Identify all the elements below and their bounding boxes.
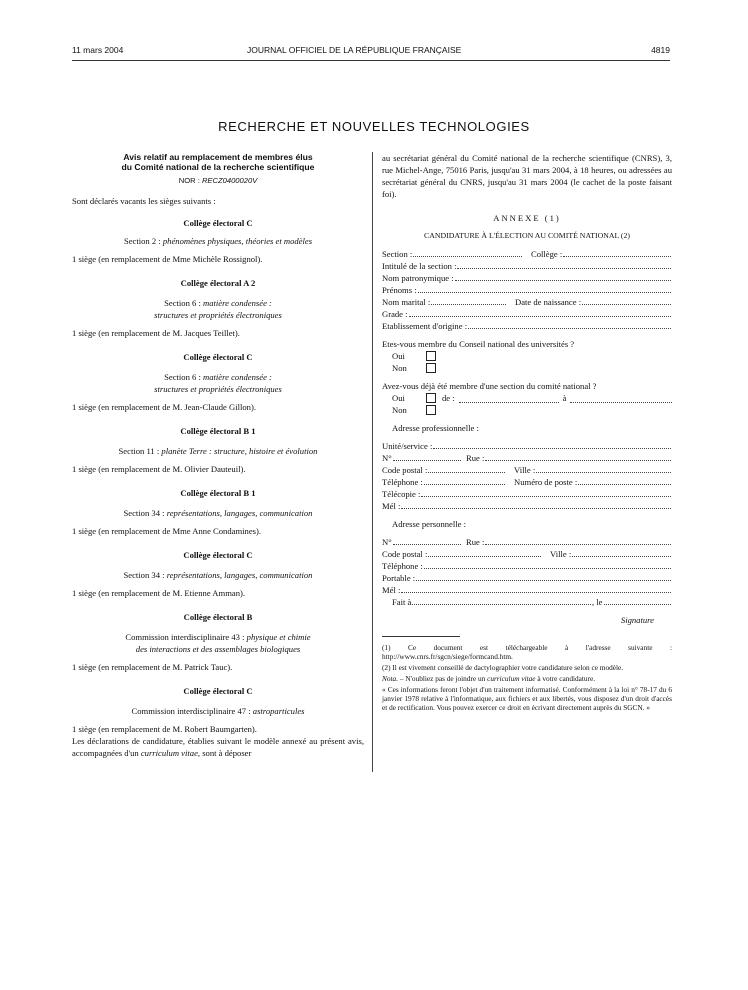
college-heading: Collège électoral C <box>183 550 253 560</box>
checkbox-oui-comite[interactable] <box>426 393 436 403</box>
section-title <box>72 297 364 309</box>
ville-label: Ville : <box>514 465 536 475</box>
footnote-nota <box>382 674 672 683</box>
signature-label: Signature <box>620 615 654 625</box>
section-field-label: Section : <box>382 249 413 259</box>
footnotes <box>382 643 672 712</box>
footnote-rule <box>382 636 460 637</box>
footnote-privacy: « Ces informations feront l'objet d'un traitement informatisé. Conformément à la loi n° 78-17 du 6 janvier 1978 relative à l'informatique, aux fichiers et aux libertés, vous disposez d'un droit d'accès et de rectification. Vous pouvez exercer ce droit en écrivant directement auprès du SGCN. » <box>382 685 672 712</box>
college-heading: Collège électoral A 2 <box>180 278 256 288</box>
header-journal-title: JOURNAL OFFICIEL DE LA RÉPUBLIQUE FRANÇAISE <box>247 45 462 55</box>
section-subject-line2: des interactions et des assemblages biologiques <box>135 644 301 654</box>
continuation-paragraph: au secrétariat général du Comité national de la recherche scientifique (CNRS), 3, rue Michel-Ange, 75016 Paris, jusqu'au 31 mars 2004, à 18 heures, ou adressées au secrétariat général du CNRS, jusqu'au 31 mars 2004 (le cachet de la poste faisant foi). <box>382 153 672 199</box>
nom-marital-row <box>382 296 672 308</box>
seat-text: 1 siège (en remplacement de M. Robert Baumgarten). <box>72 724 257 734</box>
nom-patronymique-field[interactable] <box>382 272 672 284</box>
a-field[interactable] <box>570 394 672 403</box>
college-field[interactable] <box>523 248 672 260</box>
nota-text-1: – N'oubliez pas de joindre un <box>398 674 488 683</box>
intitule-field-label: Intitulé de la section : <box>382 261 457 271</box>
etablissement-field[interactable] <box>382 320 672 332</box>
seat-text: 1 siège (en remplacement de Mme Anne Condamines). <box>72 526 262 536</box>
header-date: 11 mars 2004 <box>72 45 124 55</box>
seat-text: 1 siège (en remplacement de M. Jean-Claude Gillon). <box>72 402 256 412</box>
section-subject: matière condensée : <box>203 372 272 382</box>
perso-postal-field[interactable] <box>382 548 542 560</box>
footnote-1: (1) Ce document est téléchargeable à l'adresse suivante : http://www.cnrs.fr/sgcn/siege/formcand.htm. <box>382 643 672 661</box>
adresse-pro-title: Adresse professionnelle : <box>392 423 479 433</box>
pro-phone-field[interactable] <box>382 476 506 488</box>
prenoms-field[interactable] <box>382 284 672 296</box>
date-naissance-label: Date de naissance : <box>515 297 582 307</box>
seat-text: 1 siège (en remplacement de M. Etienne Amman). <box>72 588 246 598</box>
nom-marital-label: Nom marital : <box>382 297 431 307</box>
perso-postal-city-row <box>382 548 672 560</box>
question-cnu: Etes-vous membre du Conseil national des universités ? <box>382 339 575 349</box>
perso-number-street-row <box>382 536 672 548</box>
perso-number-field[interactable] <box>382 536 462 548</box>
oui-label: Oui <box>392 351 405 361</box>
section-college-row <box>382 248 672 260</box>
section-title <box>72 371 364 383</box>
section-prefix: Section 6 : <box>164 298 204 308</box>
code-postal-label: Code postal : <box>382 549 428 559</box>
pro-email-field[interactable] <box>382 500 672 512</box>
vacant-seat-block <box>72 685 364 735</box>
option-oui-cnu[interactable] <box>382 350 672 362</box>
pro-postal-city-row <box>382 464 672 476</box>
code-postal-label: Code postal : <box>382 465 428 475</box>
vacant-seat-block <box>72 487 364 549</box>
vacant-seat-block <box>72 217 364 277</box>
perso-city-field[interactable] <box>542 548 672 560</box>
section-title <box>72 569 364 581</box>
non-label: Non <box>392 363 407 373</box>
fait-a-label: Fait à <box>392 597 412 607</box>
college-heading: Collège électoral B <box>183 612 253 622</box>
perso-phone-field[interactable] <box>382 560 672 572</box>
mel-label: Mél : <box>382 585 401 595</box>
section-subject: physique et chimie <box>246 632 311 642</box>
rue-label: Rue : <box>466 537 485 547</box>
vacant-seats-list <box>72 217 364 735</box>
non-label: Non <box>392 405 407 415</box>
telecopie-label: Télécopie : <box>382 489 421 499</box>
pro-fax-field[interactable] <box>382 488 672 500</box>
no-label: N° <box>382 537 392 547</box>
annexe-subtitle: CANDIDATURE À L'ÉLECTION AU COMITÉ NATIONAL (2) <box>424 231 630 240</box>
le-field[interactable] <box>592 596 672 608</box>
section-prefix: Section 11 : <box>118 446 162 456</box>
vacant-seat-block <box>72 277 364 351</box>
right-column <box>382 152 672 714</box>
rue-label: Rue : <box>466 453 485 463</box>
college-field-label: Collège : <box>531 249 563 259</box>
checkbox-oui-cnu[interactable] <box>426 351 436 361</box>
section-subject: planète Terre : structure, histoire et évolution <box>161 446 318 456</box>
unite-field[interactable] <box>382 440 672 452</box>
prenoms-label: Prénoms : <box>382 285 417 295</box>
pro-number-field[interactable] <box>382 452 462 464</box>
section-prefix: Section 34 : <box>123 508 167 518</box>
header-rule <box>72 60 670 61</box>
section-subject: astroparticules <box>252 706 305 716</box>
section-title <box>72 705 364 717</box>
closing-text-2: , sont à déposer <box>197 748 252 758</box>
perso-street-field[interactable] <box>462 536 672 548</box>
le-label: , le <box>592 597 603 607</box>
nor-reference <box>72 175 364 187</box>
grade-label: Grade : <box>382 309 408 319</box>
section-prefix: Section 6 : <box>164 372 204 382</box>
college-heading: Collège électoral B 1 <box>180 488 256 498</box>
footnote-2: (2) Il est vivement conseillé de dactylographier votre candidature selon ce modèle. <box>382 663 624 672</box>
avis-title <box>72 152 364 172</box>
section-prefix: Section 34 : <box>123 570 167 580</box>
vacant-seat-block <box>72 611 364 685</box>
option-non-comite[interactable] <box>382 404 672 416</box>
college-heading: Collège électoral C <box>183 218 253 228</box>
date-naissance-field[interactable] <box>507 296 672 308</box>
fait-a-row <box>382 596 672 608</box>
mel-label: Mél : <box>382 501 401 511</box>
adresse-perso-title: Adresse personnelle : <box>392 519 466 529</box>
a-label: à <box>562 393 567 403</box>
nota-italic: curriculum vitae <box>487 674 536 683</box>
section-title <box>72 235 364 247</box>
question-comite: Avez-vous déjà été membre d'une section du comité national ? <box>382 381 597 391</box>
pro-city-field[interactable] <box>506 464 672 476</box>
nom-marital-field[interactable] <box>382 296 507 308</box>
perso-email-field[interactable] <box>382 584 672 596</box>
section-subject-line2: structures et propriétés électroniques <box>154 310 282 320</box>
portable-label: Portable : <box>382 573 416 583</box>
seat-text: 1 siège (en remplacement de M. Patrick Tauc). <box>72 662 233 672</box>
intitule-field[interactable] <box>382 260 672 272</box>
seat-text: 1 siège (en remplacement de M. Olivier Dauteuil). <box>72 464 246 474</box>
pro-extension-field[interactable] <box>506 476 672 488</box>
left-column <box>72 152 364 759</box>
pro-street-field[interactable] <box>462 452 672 464</box>
closing-paragraph <box>72 735 364 759</box>
ville-label: Ville : <box>550 549 572 559</box>
vacant-seat-block <box>72 549 364 611</box>
section-title <box>72 631 364 643</box>
avis-title-line2: du Comité national de la recherche scientifique <box>121 162 315 172</box>
closing-text-1: Les déclarations de candidature, établies suivant le modèle annexé au présent avis, accompagnées d'un <box>72 736 364 758</box>
section-subject: matière condensée : <box>203 298 272 308</box>
nom-patronymique-label: Nom patronymique : <box>382 273 454 283</box>
nor-label: NOR : <box>178 176 202 185</box>
nota-text-2: à votre candidature. <box>535 674 596 683</box>
section-title <box>72 445 364 457</box>
de-field[interactable] <box>459 394 559 403</box>
header-page-number: 4819 <box>651 45 670 55</box>
checkbox-non-comite[interactable] <box>426 405 436 415</box>
vacant-seat-block <box>72 425 364 487</box>
oui-label: Oui <box>392 393 405 403</box>
section-prefix: Section 2 : <box>123 236 163 246</box>
section-prefix: Commission interdisciplinaire 43 : <box>125 632 247 642</box>
avis-intro: Sont déclarés vacants les sièges suivants : <box>72 196 216 206</box>
option-non-cnu[interactable] <box>382 362 672 374</box>
column-divider <box>372 152 373 772</box>
numero-poste-label: Numéro de poste : <box>514 477 578 487</box>
pro-number-street-row <box>382 452 672 464</box>
section-field[interactable] <box>382 248 523 260</box>
closing-italic: curriculum vitae <box>140 748 198 758</box>
section-subject: représentations, langages, communication <box>166 570 313 580</box>
vacant-seat-block <box>72 351 364 425</box>
section-subject: phénomènes physiques, théories et modèles <box>162 236 313 246</box>
perso-mobile-field[interactable] <box>382 572 672 584</box>
seat-text: 1 siège (en remplacement de M. Jacques Teillet). <box>72 328 240 338</box>
no-label: N° <box>382 453 392 463</box>
rubric-title: RECHERCHE ET NOUVELLES TECHNOLOGIES <box>218 119 530 134</box>
option-oui-comite[interactable] <box>382 392 672 404</box>
nota-label: Nota. <box>382 674 399 683</box>
unite-label: Unité/service : <box>382 441 433 451</box>
pro-postal-field[interactable] <box>382 464 506 476</box>
seat-text: 1 siège (en remplacement de Mme Michèle Rossignol). <box>72 254 263 264</box>
avis-title-line1: Avis relatif au remplacement de membres élus <box>123 152 313 162</box>
telephone-label: Téléphone : <box>382 477 423 487</box>
college-heading: Collège électoral C <box>183 352 253 362</box>
college-heading: Collège électoral B 1 <box>180 426 256 436</box>
nor-code: RECZ0400020V <box>201 176 258 185</box>
checkbox-non-cnu[interactable] <box>426 363 436 373</box>
grade-field[interactable] <box>382 308 672 320</box>
section-title <box>72 507 364 519</box>
de-label: de : <box>442 393 455 403</box>
section-prefix: Commission interdisciplinaire 47 : <box>131 706 253 716</box>
etablissement-label: Etablissement d'origine : <box>382 321 468 331</box>
annexe-title: ANNEXE (1) <box>493 213 561 223</box>
pro-phone-row <box>382 476 672 488</box>
college-heading: Collège électoral C <box>183 686 253 696</box>
fait-a-field[interactable] <box>392 596 592 608</box>
section-subject: représentations, langages, communication <box>166 508 313 518</box>
section-subject-line2: structures et propriétés électroniques <box>154 384 282 394</box>
telephone-label: Téléphone : <box>382 561 423 571</box>
